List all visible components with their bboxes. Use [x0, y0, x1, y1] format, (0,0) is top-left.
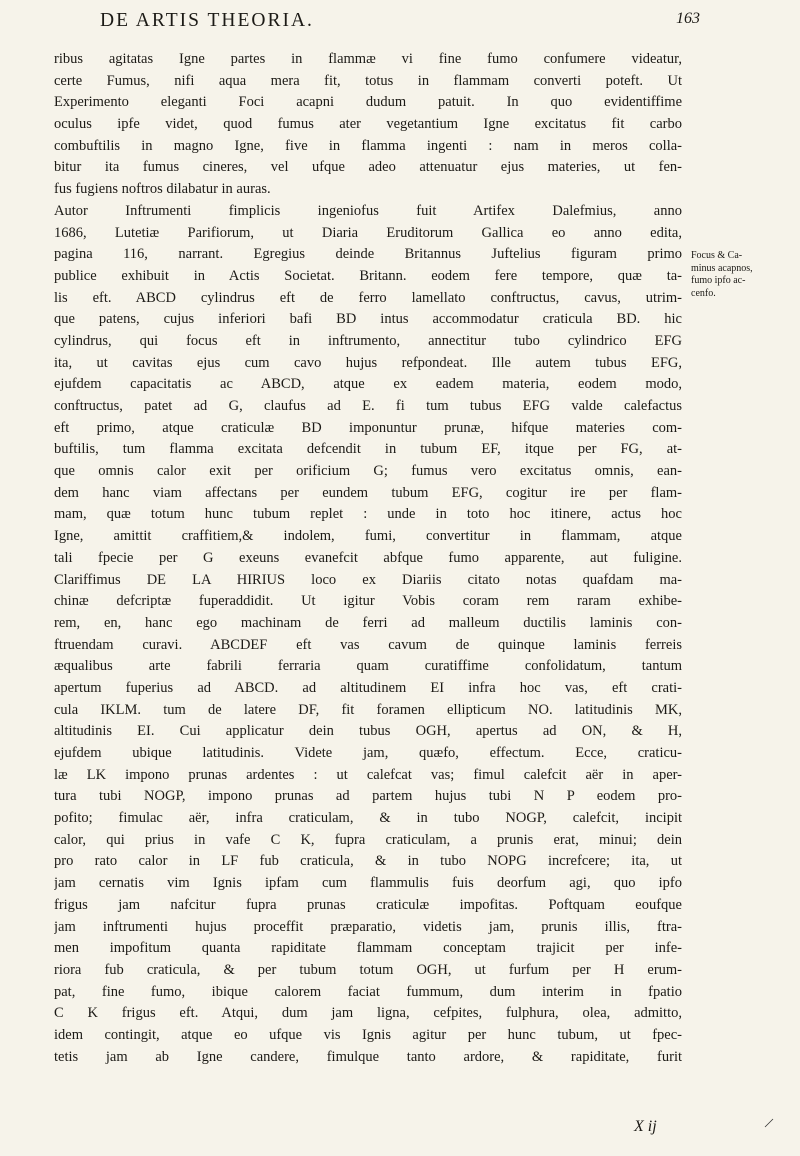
text-line: ejufdem capacitatis ac ABCD, atque ex eadem materia, eodem modo, [54, 376, 682, 393]
text-line: tali fpecie per G exeuns evanefcit abfque fumo apparente, aut fuligine. [54, 549, 682, 566]
margin-note [691, 250, 775, 300]
running-header [100, 10, 700, 40]
text-line: ejufdem ubique latitudinis. Videte jam, quæfo, effectum. Ecce, craticu- [54, 745, 682, 761]
text-line: oculus ipfe videt, quod fumus ater vegetantium Igne excitatus fit carbo [54, 116, 682, 133]
page-number: 163 [676, 10, 700, 27]
text-line: Clariffimus DE LA HIRIUS loco ex Diariis citato notas quafdam ma- [54, 571, 682, 588]
text-line: chinæ defcriptæ fuperaddidit. Ut igitur Vobis coram rem raram exhibe- [54, 593, 682, 610]
text-line: læ LK impono prunas ardentes : ut calefcat vas; fimul calefcit aër in aper- [54, 766, 682, 783]
text-line: que patens, cujus inferiori bafi BD intus accommodatur craticula BD. hic [54, 311, 682, 328]
margin-note-line: Focus & Ca- [691, 250, 743, 261]
text-line: Experimento eleganti Foci acapni dudum patuit. In quo evidentiffime [54, 94, 682, 111]
text-line: C K frigus eft. Atqui, dum jam ligna, cefpites, fulphura, olea, admitto, [54, 1005, 682, 1022]
printer-tick-icon [764, 1118, 774, 1128]
text-line: conftructus, patet ad G, claufus ad E. fi tum tubus EFG valde calefactus [54, 398, 682, 414]
text-line: que omnis calor exit per orificium G; fumus vero excitatus omnis, ean- [54, 463, 682, 480]
text-line: Igne, amittit craffitiem,& indolem, fumi, convertitur in flammam, atque [54, 528, 682, 545]
text-line: cula IKLM. tum de latere DF, fit foramen ellipticum NO. latitudinis MK, [54, 701, 682, 718]
text-line: tetis jam ab Igne candere, fimulque tanto ardore, & rapiditate, furit [54, 1048, 682, 1065]
body-text [54, 49, 682, 1068]
text-line: tura tubi NOGP, impono prunas ad partem hujus tubi N P eodem pro- [54, 788, 682, 805]
signature-mark: X ij [634, 1118, 657, 1135]
text-line: lis eft. ABCD cylindrus eft de ferro lamellato conftructus, cavus, utrim- [54, 289, 682, 306]
running-title: DE ARTIS THEORIA. [100, 10, 314, 31]
text-line: Autor Inftrumenti fimplicis ingeniofus fuit Artifex Dalefmius, anno [54, 202, 682, 219]
text-line: men impofitum quanta rapiditate flammam conceptam trajicit per infe- [54, 940, 682, 957]
text-line: idem contingit, atque eo ufque vis Ignis agitur per hunc tubum, ut fpec- [54, 1026, 682, 1043]
text-line: 1686, Lutetiæ Parifiorum, ut Diaria Eruditorum Gallica eo anno edita, [54, 224, 682, 241]
text-line: buftilis, tum flamma excitata defcendit in tubum EF, itque per FG, at- [54, 441, 682, 458]
text-line: frigus jam nafcitur fupra prunas craticulæ impofitas. Poftquam eoufque [54, 896, 682, 913]
text-line: dem hanc viam affectans per eundem tubum EFG, cogitur ire per flam- [54, 484, 682, 501]
margin-note-line: fumo ipfo ac- [691, 275, 746, 286]
text-line: mam, quæ totum hunc tubum replet : unde in toto hoc itinere, actus hoc [54, 506, 682, 523]
text-line: fus fugiens noftros dilabatur in auras. [54, 181, 271, 198]
text-line: ribus agitatas Igne partes in flammæ vi fine fumo confumere videatur, [54, 51, 682, 67]
text-line: publice exhibuit in Actis Societat. Britann. eodem fere tempore, quæ ta- [54, 267, 682, 284]
text-line: eft primo, atque craticulæ BD imponuntur prunæ, hifque materies com- [54, 419, 682, 436]
text-line: pagina 116, narrant. Egregius deinde Britannus Juftelius figuram primo [54, 246, 682, 263]
text-line: riora fub craticula, & per tubum totum OGH, ut furfum per H erum- [54, 961, 682, 978]
text-line: apertum fuperius ad ABCD. ad altitudinem EI infra hoc vas, eft crati- [54, 679, 682, 696]
margin-note-line: minus acapnos, [691, 262, 753, 274]
text-line: altitudinis EI. Cui applicatur dein tubus OGH, apertus ad ON, & H, [54, 723, 682, 740]
text-line: æqualibus arte fabrili ferraria quam curatiffime confolidatum, tantum [54, 658, 682, 675]
text-line: rem, en, hanc ego machinam de ferri ad malleum ductilis laminis con- [54, 614, 682, 631]
margin-note-line: cenfo. [691, 287, 716, 299]
text-line: jam inftrumenti hujus proceffit præparatio, videtis jam, prunis illis, ftra- [54, 918, 682, 935]
text-line: pro rato calor in LF fub craticula, & in tubo NOPG increfcere; ita, ut [54, 853, 682, 870]
text-line: calor, qui prius in vafe C K, fupra craticulam, a prunis erat, minui; dein [54, 831, 682, 848]
text-line: certe Fumus, nifi aqua mera fit, totus in flammam converti poteft. Ut [54, 72, 682, 89]
text-line: cylindrus, qui focus eft in inftrumento, annectitur tubo cylindrico EFG [54, 332, 682, 349]
text-line: pat, fine fumo, ibique calorem faciat fummum, dum interim in fpatio [54, 983, 682, 1000]
text-line: bitur ita fumus cineres, vel ufque adeo attenuatur ejus materies, ut fen- [54, 159, 682, 176]
text-line: ftruendam curavi. ABCDEF eft vas cavum de quinque laminis ferreis [54, 636, 682, 653]
text-line: jam cernatis vim Ignis ipfam cum flammulis fuis deorfum agi, quo ipfo [54, 875, 682, 892]
text-line: ita, ut cavitas ejus cum cavo hujus refpondeat. Ille autem tubus EFG, [54, 354, 682, 371]
text-line: combuftilis in magno Igne, five in flamma ingenti : nam in meros colla- [54, 137, 682, 154]
text-line: pofito; fimulac aër, infra craticulam, & in tubo NOGP, calefcit, incipit [54, 810, 682, 827]
